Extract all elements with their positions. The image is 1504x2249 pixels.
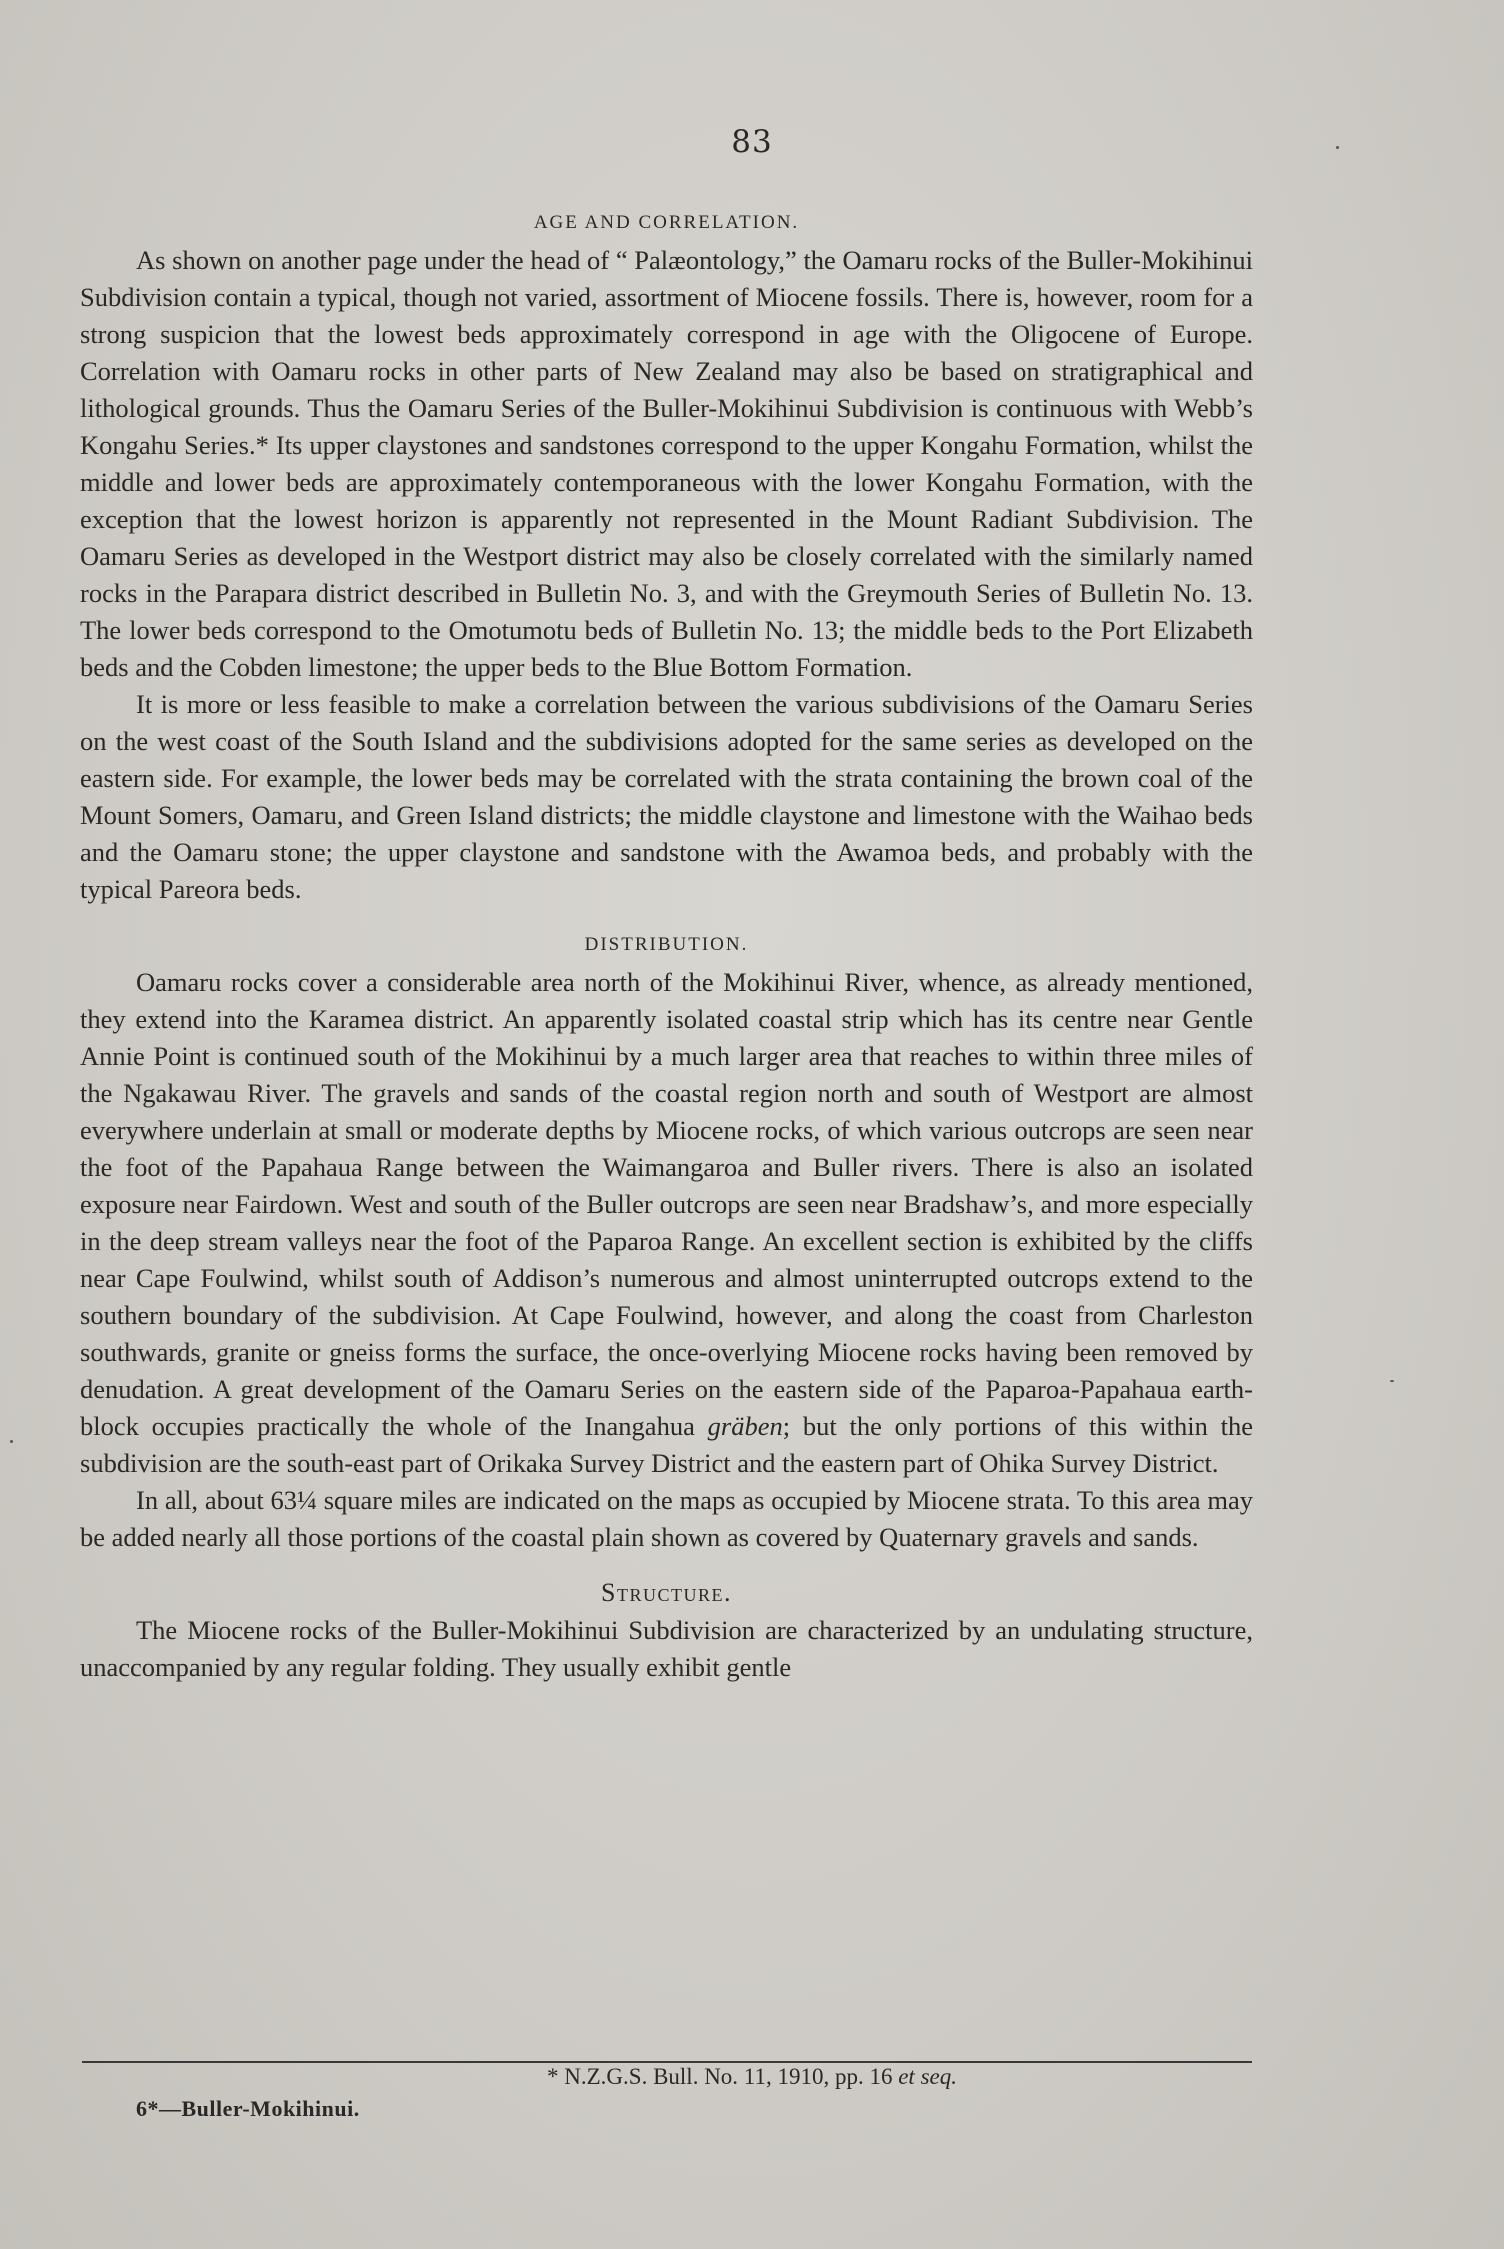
section-heading-distribution: DISTRIBUTION.: [584, 934, 749, 955]
footnote: [0, 2064, 1504, 2090]
paragraph-age-1: As shown on another page under the head of “ Palæontology,” the Oamaru rocks of the Buller-Mokihinui Subdivision contain a typical, though not varied, assortment of Miocene fossils. There is, however, room for a strong suspicion that the lowest beds approximately correspond in age with the Oligocene of Europe. Correlation with Oamaru rocks in other parts of New Zealand may also be based on stratigraphical and lithological grounds. Thus the Oamaru Series of the Buller-Mokihinui Subdivision is continuous with Webb’s Kongahu Series.* Its upper claystones and sandstones correspond to the upper Kongahu Formation, whilst the middle and lower beds are approximately contemporaneous with the lower Kongahu Formation, with the exception that the lowest horizon is apparently not represented in the Mount Radiant Subdivision. The Oamaru Series as developed in the Westport district may also be closely correlated with the similarly named rocks in the Parapara district described in Bulletin No. 3, and with the Greymouth Series of Bulletin No. 13. The lower beds correspond to the Omotumotu beds of Bulletin No. 13; the middle beds to the Port Elizabeth beds and the Cobden limestone; the upper beds to the Blue Bottom Formation.: [80, 245, 1253, 682]
footnote-text: * N.Z.G.S. Bull. No. 11, 1910, pp. 16: [547, 2064, 899, 2089]
paragraph-distribution-1: [80, 964, 1253, 1482]
section-heading-age-correlation: AGE AND CORRELATION.: [533, 212, 800, 233]
paragraph-distribution-1-text-b: ; but the only portions of this within the subdivision are the south-east part of Orikaka Survey District and the eastern part of Ohika Survey District.: [80, 1411, 1253, 1478]
page-number: 83: [731, 124, 773, 160]
paragraph-distribution-2: In all, about 63¼ square miles are indicated on the maps as occupied by Miocene strata. To this area may be added nearly all those portions of the coastal plain shown as covered by Quaternary gravels and sands.: [80, 1485, 1253, 1552]
paragraph-distribution-1-text-a: Oamaru rocks cover a considerable area north of the Mokihinui River, whence, as already mentioned, they extend into the Karamea district. An apparently isolated coastal strip which has its centre near Gentle Annie Point is continued south of the Mokihinui by a much larger area that reaches to within three miles of the Ngakawau River. The gravels and sands of the coastal region north and south of Westport are almost everywhere underlain at small or moderate depths by Miocene rocks, of which various outcrops are seen near the foot of the Papahaua Range between the Waimangaroa and Buller rivers. There is also an isolated exposure near Fairdown. West and south of the Buller outcrops are seen near Bradshaw’s, and more especially in the deep stream valleys near the foot of the Paparoa Range. An excellent section is exhibited by the cliffs near Cape Foulwind, whilst south of Addison’s numerous and almost uninterrupted outcrops extend to the southern boundary of the subdivision. At Cape Foulwind, however, and along the coast from Charleston southwards, granite or gneiss forms the surface, the once-overlying Miocene rocks having been removed by denudation. A great development of the Oamaru Series on the eastern side of the Paparoa-Papahaua earth-block occupies practically the whole of the Inangahua: [80, 967, 1253, 1441]
footnote-divider: [82, 2061, 1252, 2063]
paper-speck: [10, 1440, 13, 1443]
paragraph-age-2: It is more or less feasible to make a correlation between the various subdivisions of the Oamaru Series on the west coast of the South Island and the subdivisions adopted for the same series as developed on the eastern side. For example, the lower beds may be correlated with the strata containing the brown coal of the Mount Somers, Oamaru, and Green Island districts; the middle claystone and limestone with the Waihao beds and the Oamaru stone; the upper claystone and sandstone with the Awamoa beds, and probably with the typical Pareora beds.: [80, 689, 1253, 904]
section-heading-structure: Structure.: [601, 1578, 732, 1607]
paragraph-distribution-1-italic: gräben: [707, 1411, 783, 1441]
footnote-italic: et seq.: [898, 2064, 957, 2089]
paragraph-structure-1: The Miocene rocks of the Buller-Mokihinui Subdivision are characterized by an undulating structure, unaccompanied by any regular folding. They usually exhibit gentle: [80, 1615, 1253, 1682]
page-body: [80, 208, 1253, 1686]
paper-speck: [1336, 146, 1339, 149]
signature-mark: 6*—Buller-Mokihinui.: [136, 2096, 360, 2121]
paper-speck: [1390, 1380, 1394, 1382]
